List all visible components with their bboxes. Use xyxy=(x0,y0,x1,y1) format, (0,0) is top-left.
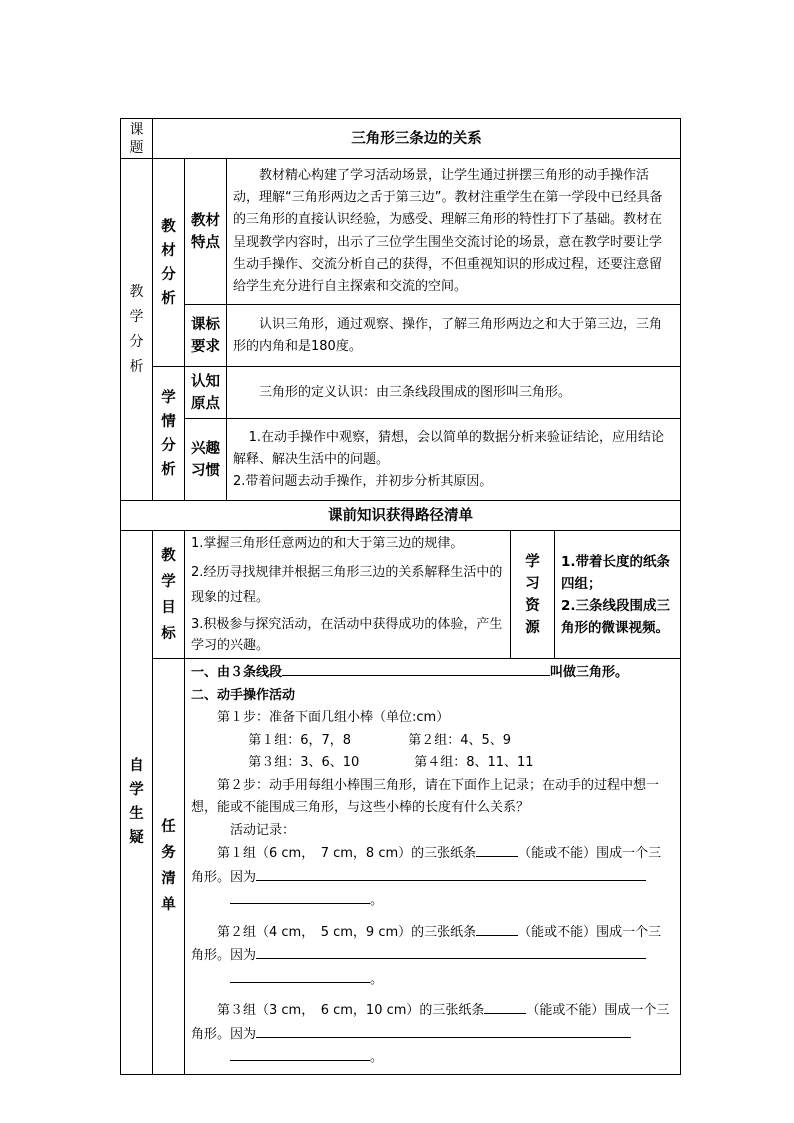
lesson-title: 三角形三条边的关系 xyxy=(153,119,681,159)
record-3-blank-answer[interactable] xyxy=(484,999,526,1014)
record-2-continue xyxy=(191,968,672,992)
task-list-label: 任务清单 xyxy=(153,659,185,1075)
self-study-label: 自学生疑 xyxy=(121,531,153,1075)
section-title: 课前知识获得路径清单 xyxy=(121,501,681,531)
record-1-blank-reason[interactable] xyxy=(256,866,646,881)
record-2-period: 。 xyxy=(370,971,384,987)
record-1-text-a: 第１组（6 cm， 7 cm，8 cm）的三张纸条 xyxy=(217,846,477,861)
record-3-text-b: （能或不能）围成一个三角形。因为 xyxy=(191,1003,670,1042)
prior-knowledge-text: 三角形的定义认识：由三条线段围成的图形叫三角形。 xyxy=(227,367,681,419)
record-2-blank-reason[interactable] xyxy=(256,944,646,959)
title-label-cell: 课题 xyxy=(121,119,153,159)
group-4: 第４组：8、11、11 xyxy=(414,755,534,770)
group-3: 第３组：3、6、10 xyxy=(248,755,360,770)
task-q1-prefix: 一、由３条线段 xyxy=(191,665,283,680)
teaching-objectives-list xyxy=(185,531,511,659)
task-q1-suffix: 叫做三角形。 xyxy=(550,665,629,680)
record-3-continue xyxy=(191,1046,672,1070)
learning-resources-label: 学习资源 xyxy=(511,531,555,659)
textbook-analysis-label: 教材分析 xyxy=(153,159,185,367)
task-q2-title: 二、动手操作活动 xyxy=(191,687,296,703)
interest-habits-label: 兴趣习惯 xyxy=(185,419,227,501)
q1-blank[interactable] xyxy=(282,661,550,676)
step-2: 第２步：动手用每组小棒围三角形，请在下面作上记录；在动手的过程中想一想，能或不能围成三角形，与这些小棒的长度有什么关系？ xyxy=(191,777,660,815)
task-q1 xyxy=(191,661,672,685)
record-label: 活动记录： xyxy=(230,822,296,838)
group-2: 第２组：4、5、9 xyxy=(408,732,512,748)
record-3-period: 。 xyxy=(370,1050,384,1065)
teaching-objectives-label: 教学目标 xyxy=(153,531,185,659)
textbook-features-label: 教材特点 xyxy=(185,159,227,305)
record-1-blank-reason-2[interactable] xyxy=(230,889,370,904)
prior-knowledge-label: 认知原点 xyxy=(185,367,227,419)
habit-line-1: 1.在动手操作中观察，猜想，会以简单的数据分析来验证结论，应用结论解释、解决生活中的问题。 xyxy=(233,429,664,467)
record-2-blank-answer[interactable] xyxy=(476,921,518,936)
record-2 xyxy=(191,921,672,968)
objective-item: 3.积极参与探究活动，在活动中获得成功的体验，产生学习的兴趣。 xyxy=(191,617,503,653)
record-2-text-a: 第２组（4 cm， 5 cm，9 cm）的三张纸条 xyxy=(217,924,477,940)
habit-line-2: 2.带着问题去动手操作，并初步分析其原因。 xyxy=(233,473,493,489)
record-1-blank-answer[interactable] xyxy=(476,842,518,857)
record-3-text-a: 第３组（3 cm， 6 cm，10 cm）的三张纸条 xyxy=(217,1003,485,1018)
record-2-text-b: （能或不能）围成一个三角形。因为 xyxy=(191,924,662,963)
lesson-plan-page xyxy=(120,118,680,1075)
resource-item: 2.三条线段围成三角形的微课视频。 xyxy=(561,597,671,636)
groups-row-1 xyxy=(191,730,672,753)
student-analysis-label: 学情分析 xyxy=(153,367,185,501)
teaching-analysis-label: 教学分析 xyxy=(121,159,153,501)
curriculum-standard-label: 课标要求 xyxy=(185,305,227,367)
objective-item: 2.经历寻找规律并根据三角形三边的关系解释生活中的现象的过程。 xyxy=(191,565,503,605)
record-2-blank-reason-2[interactable] xyxy=(230,968,370,983)
task-list-content xyxy=(185,659,681,1075)
step-1: 第１步：准备下面几组小棒（单位:cm） xyxy=(217,710,450,725)
record-3-blank-reason[interactable] xyxy=(256,1023,631,1038)
record-3-blank-reason-2[interactable] xyxy=(230,1046,370,1061)
record-1-text-b: （能或不能）围成一个三角形。因为 xyxy=(191,846,662,885)
groups-row-2 xyxy=(191,752,672,775)
record-1 xyxy=(191,842,672,889)
learning-resources-list xyxy=(555,531,681,659)
record-1-continue xyxy=(191,889,672,913)
resource-item: 1.带着长度的纸条四组； xyxy=(561,553,671,592)
objective-item: 1.掌握三角形任意两边的和大于第三边的规律。 xyxy=(191,536,464,551)
record-1-period: 。 xyxy=(370,893,384,908)
lesson-plan-table xyxy=(120,118,681,1075)
textbook-features-text: 教材精心构建了学习活动场景，让学生通过拼摆三角形的动手操作活动，理解“三角形两边之舌于第三边”。教材注重学生在第一学段中已经具备的三角形的直接认识经验，为感受、理解三角形的特性打下了基础。教材在呈现教学内容时，出示了三位学生围坐交流讨论的场景，意在教学时要让学生动手操作、交流分析自己的获得，不但重视知识的形成过程，还要注意留给学生充分进行自主探索和交流的空间。 xyxy=(227,159,681,305)
record-3 xyxy=(191,999,672,1046)
group-1: 第１组：6，7，8 xyxy=(248,732,352,748)
interest-habits-text xyxy=(227,419,681,501)
curriculum-standard-text: 认识三角形，通过观察、操作，了解三角形两边之和大于第三边，三角形的内角和是180度。 xyxy=(227,305,681,367)
